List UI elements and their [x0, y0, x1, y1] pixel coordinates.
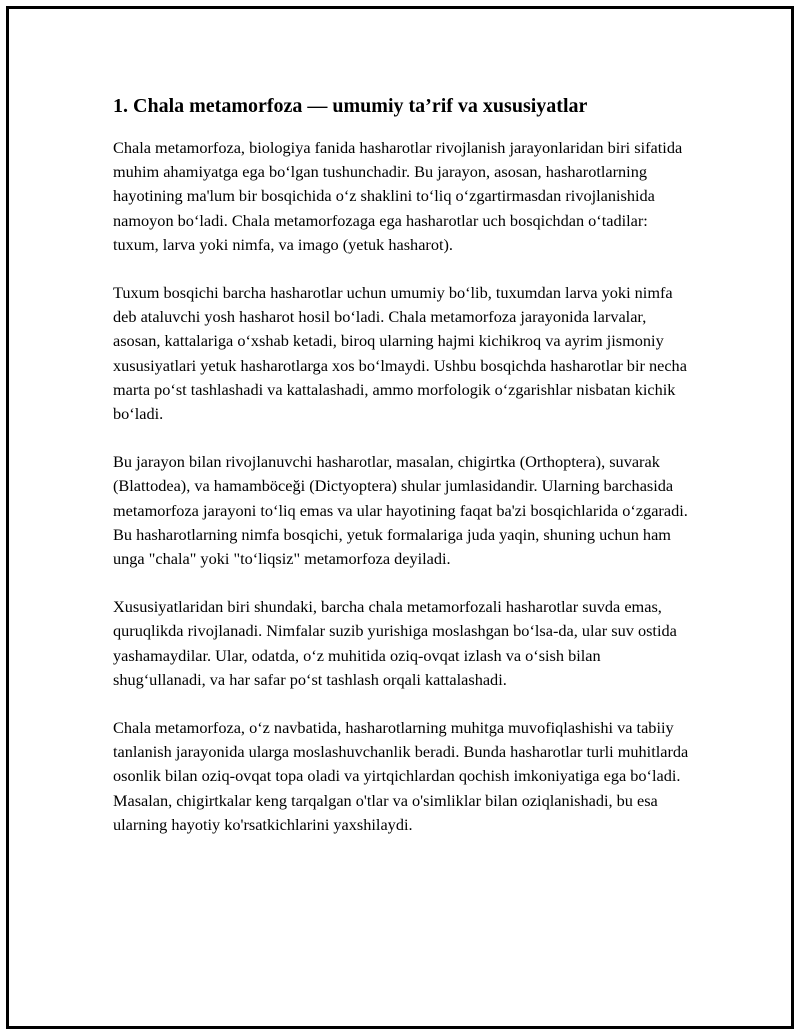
document-body [113, 92, 693, 837]
paragraph-adaptation: Chala metamorfoza, o‘z navbatida, hasharotlarning muhitga muvofiqlashishi va tabiiy tanlanish jarayonida ularga moslashuvchanlik beradi. Bunda hasharotlar turli muhitlarda osonlik bilan oziq-ovqat topa oladi va yirtqichlardan qochish imkoniyatiga ega bo‘ladi. Masalan, chigirtkalar keng tarqalgan o'tlar va o'simliklar bilan oziqlanishadi, bu esa ularning hayotiy ko'rsatkichlarini yaxshilaydi. [113, 718, 689, 834]
paragraph-egg-stage: Tuxum bosqichi barcha hasharotlar uchun umumiy bo‘lib, tuxumdan larva yoki nimfa deb ataluvchi yosh hasharot hosil bo‘ladi. Chala metamorfoza jarayonida larvalar, asosan, kattalariga o‘xshab ketadi, biroq ularning hajmi kichikroq va ayrim jismoniy xususiyatlari yetuk hasharotlarga xos bo‘lmaydi. Ushbu bosqichda hasharotlar bir necha marta po‘st tashlashadi va kattalashadi, ammo morfologik o‘zgarishlar nisbatan kichik bo‘ladi. [113, 283, 687, 424]
paragraph-examples: Bu jarayon bilan rivojlanuvchi hasharotlar, masalan, chigirtka (Orthoptera), suvarak (Blattodea), va hamamböceği (Dictyoptera) shular jumlasidandir. Ularning barchasida metamorfoza jarayoni to‘liq emas va ular hayotining faqat ba'zi bosqichlarida o‘zgaradi. Bu hasharotlarning nimfa bosqichi, yetuk formalariga juda yaqin, shuning uchun ham unga "chala" yoki "to‘liqsiz" metamorfoza deyiladi. [113, 452, 688, 569]
paragraph-definition: Chala metamorfoza, biologiya fanida hasharotlar rivojlanish jarayonlaridan biri sifatida muhim ahamiyatga ega bo‘lgan tushunchadir. Bu jarayon, asosan, hasharotlarning hayotining ma'lum bir bosqichida o‘z shaklini to‘liq o‘zgartirmasdan rivojlanishida namoyon bo‘ladi. Chala metamorfozaga ega hasharotlar uch bosqichdan o‘tadilar: tuxum, larva yoki nimfa, va imago (yetuk hasharot). [113, 138, 683, 254]
paragraph-features: Xususiyatlaridan biri shundaki, barcha chala metamorfozali hasharotlar suvda emas, quruqlikda rivojlanadi. Nimfalar suzib yurishiga moslashgan bo‘lsa-da, ular suv ostida yashamaydilar. Ular, odatda, o‘z muhitida oziq-ovqat izlash va o‘sish bilan shug‘ullanadi, va har safar po‘st tashlash orqali kattalashadi. [113, 597, 677, 689]
section-heading: 1. Chala metamorfoza — umumiy ta’rif va xususiyatlar [113, 95, 588, 117]
